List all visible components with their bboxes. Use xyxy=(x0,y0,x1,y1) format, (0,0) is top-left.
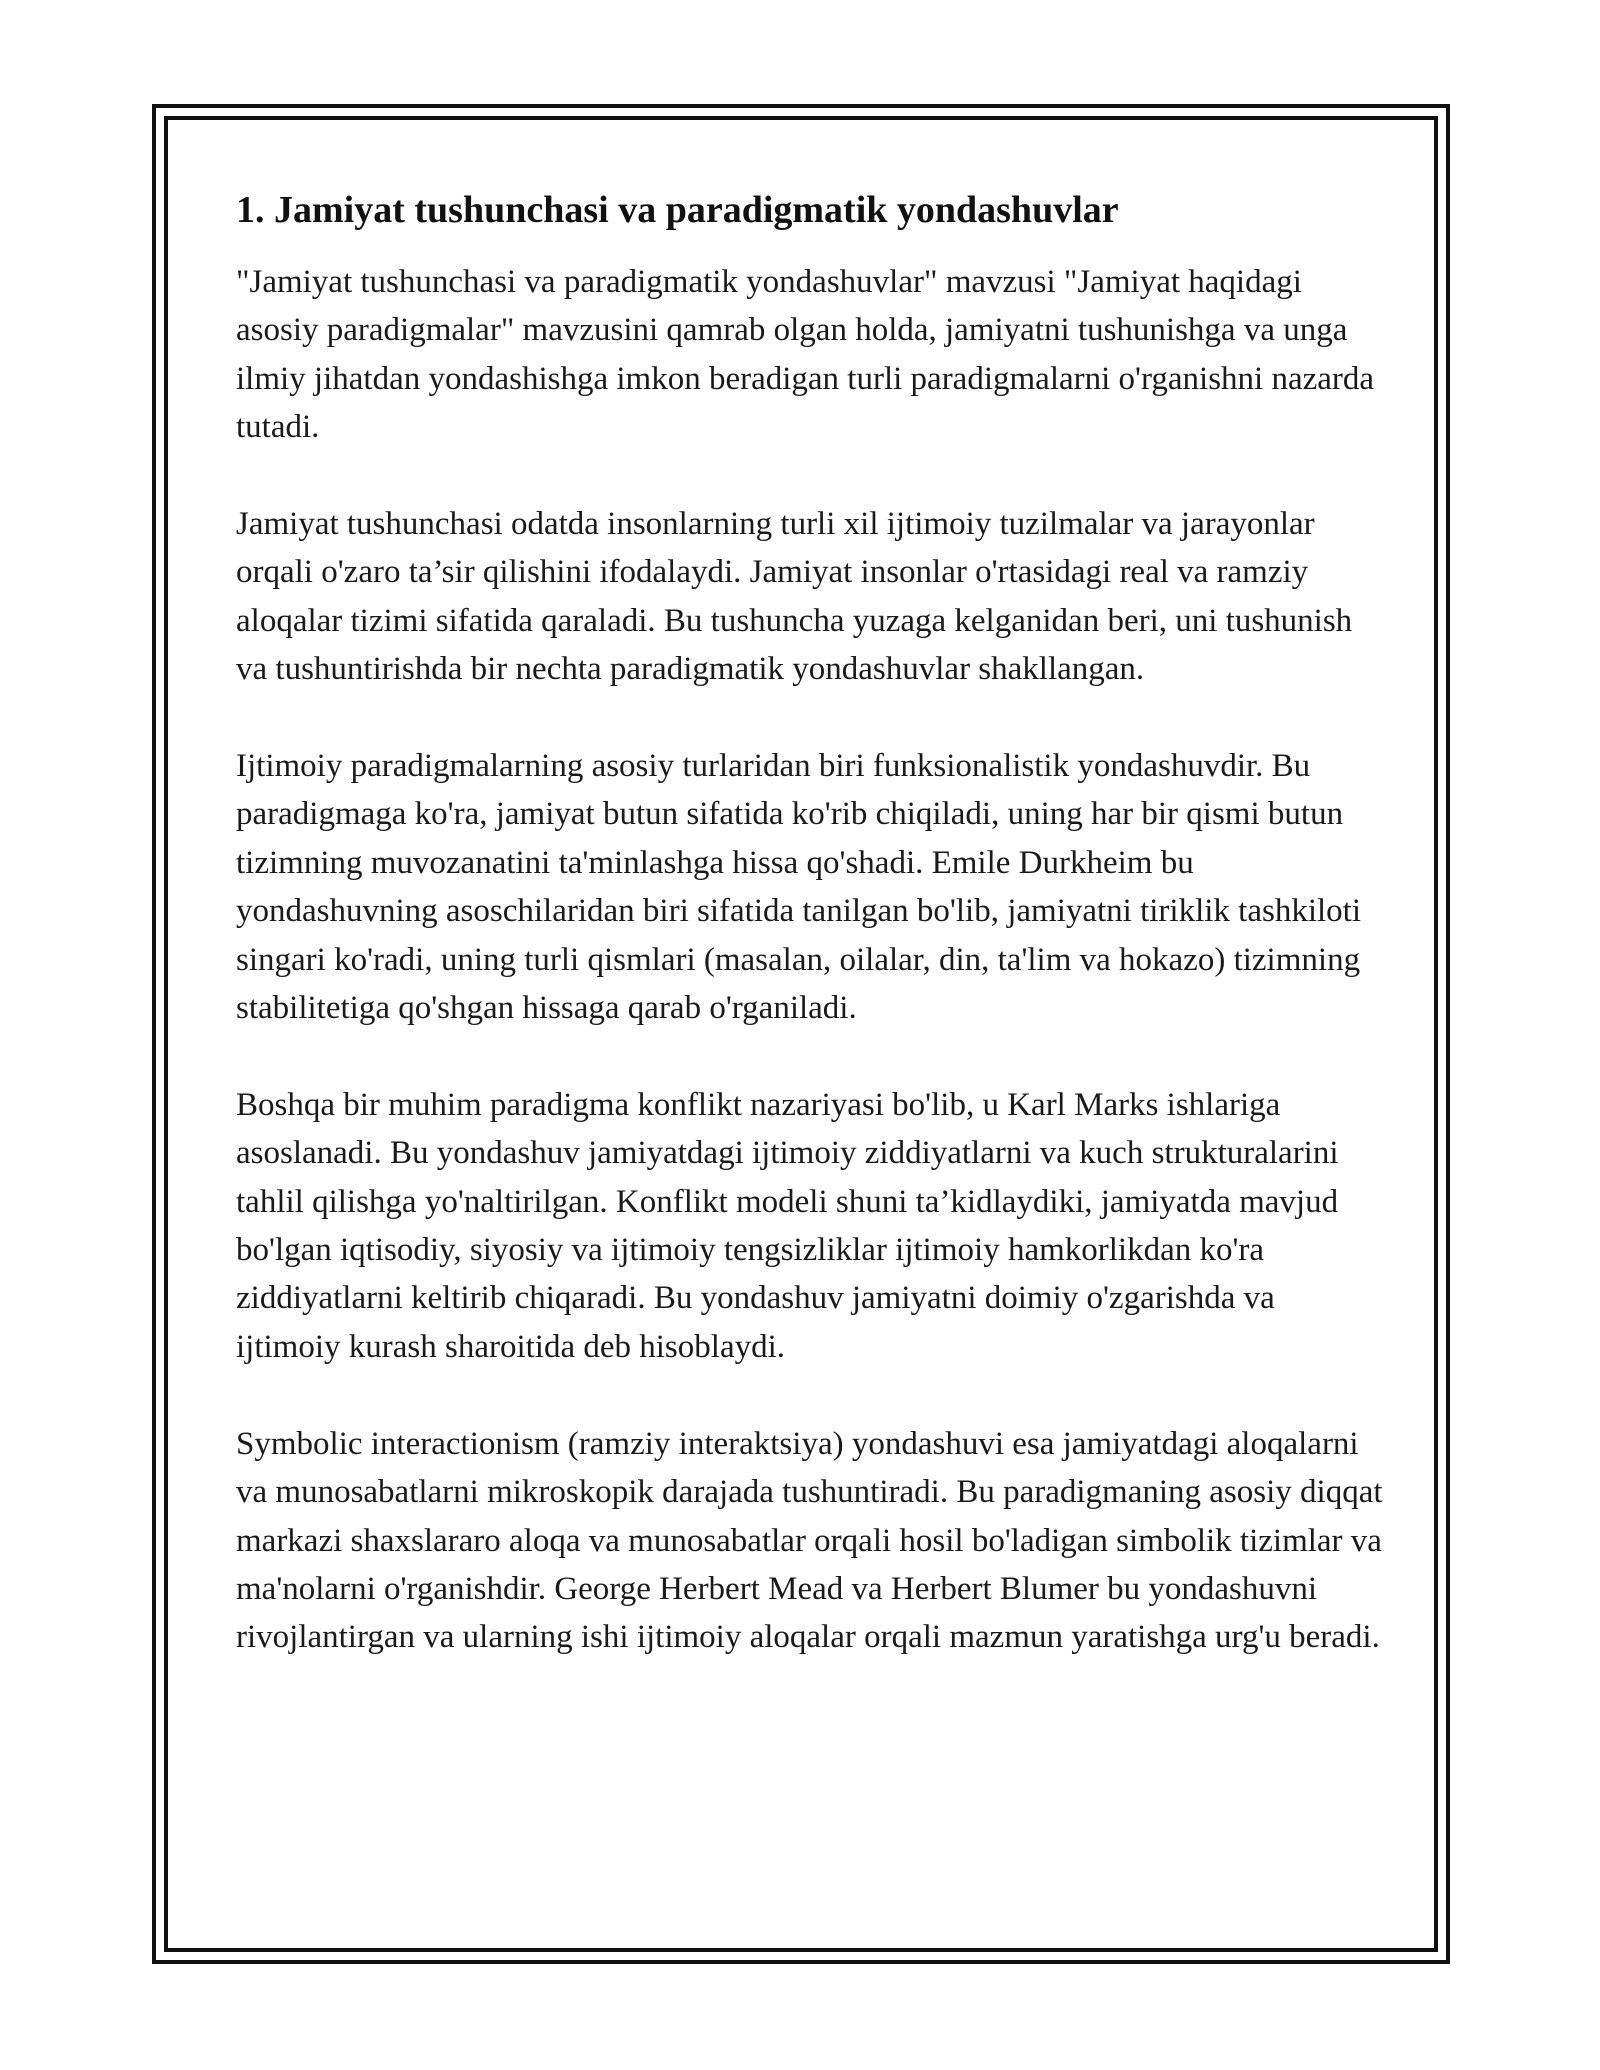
section-heading: 1. Jamiyat tushunchasi va paradigmatik yondashuvlar xyxy=(236,189,1119,231)
paragraph-intro: "Jamiyat tushunchasi va paradigmatik yondashuvlar" mavzusi "Jamiyat haqidagi asosiy paradigmalar" mavzusini qamrab olgan holda, jamiyatni tushunishga va unga ilmiy jihatdan yondashishga imkon beradigan turli paradigmalarni o'rganishni nazarda tutadi. xyxy=(236,264,1375,446)
paragraph-society-concept: Jamiyat tushunchasi odatda insonlarning turli xil ijtimoiy tuzilmalar va jarayonlar orqali o'zaro ta’sir qilishini ifodalaydi. Jamiyat insonlar o'rtasidagi real va ramziy aloqalar tizimi sifatida qaraladi. Bu tushuncha yuzaga kelganidan beri, uni tushunish va tushuntirishda bir nechta paradigmatik yondashuvlar shakllangan. xyxy=(236,506,1353,688)
paragraph-conflict-theory: Boshqa bir muhim paradigma konflikt nazariyasi bo'lib, u Karl Marks ishlariga asoslanadi. Bu yondashuv jamiyatdagi ijtimoiy ziddiyatlarni va kuch strukturalarini tahlil qilishga yo'naltirilgan. Konflikt modeli shuni ta’kidlaydiki, jamiyatda mavjud bo'lgan iqtisodiy, siyosiy va ijtimoiy tengsizliklar ijtimoiy hamkorlikdan ko'ra ziddiyatlarni keltirib chiqaradi. Bu yondashuv jamiyatni doimiy o'zgarishda va ijtimoiy kurash sharoitida deb hisoblaydi. xyxy=(236,1086,1339,1365)
document-content xyxy=(236,186,1386,1662)
paragraph-symbolic-interactionism: Symbolic interactionism (ramziy interaktsiya) yondashuvi esa jamiyatdagi aloqalarni va munosabatlarni mikroskopik darajada tushuntiradi. Bu paradigmaning asosiy diqqat markazi shaxslararo aloqa va munosabatlar orqali hosil bo'ladigan simbolik tizimlar va ma'nolarni o'rganishdir. George Herbert Mead va Herbert Blumer bu yondashuvni rivojlantirgan va ularning ishi ijtimoiy aloqalar orqali mazmun yaratishga urg'u beradi. xyxy=(236,1425,1383,1656)
paragraph-functionalism: Ijtimoiy paradigmalarning asosiy turlaridan biri funksionalistik yondashuvdir. Bu paradigmaga ko'ra, jamiyat butun sifatida ko'rib chiqiladi, uning har bir qismi butun tizimning muvozanatini ta'minlashga hissa qo'shadi. Emile Durkheim bu yondashuvning asoschilaridan biri sifatida tanilgan bo'lib, jamiyatni tiriklik tashkiloti singari ko'radi, uning turli qismlari (masalan, oilalar, din, ta'lim va hokazo) tizimning stabilitetiga qo'shgan hissaga qarab o'rganiladi. xyxy=(236,748,1362,1027)
